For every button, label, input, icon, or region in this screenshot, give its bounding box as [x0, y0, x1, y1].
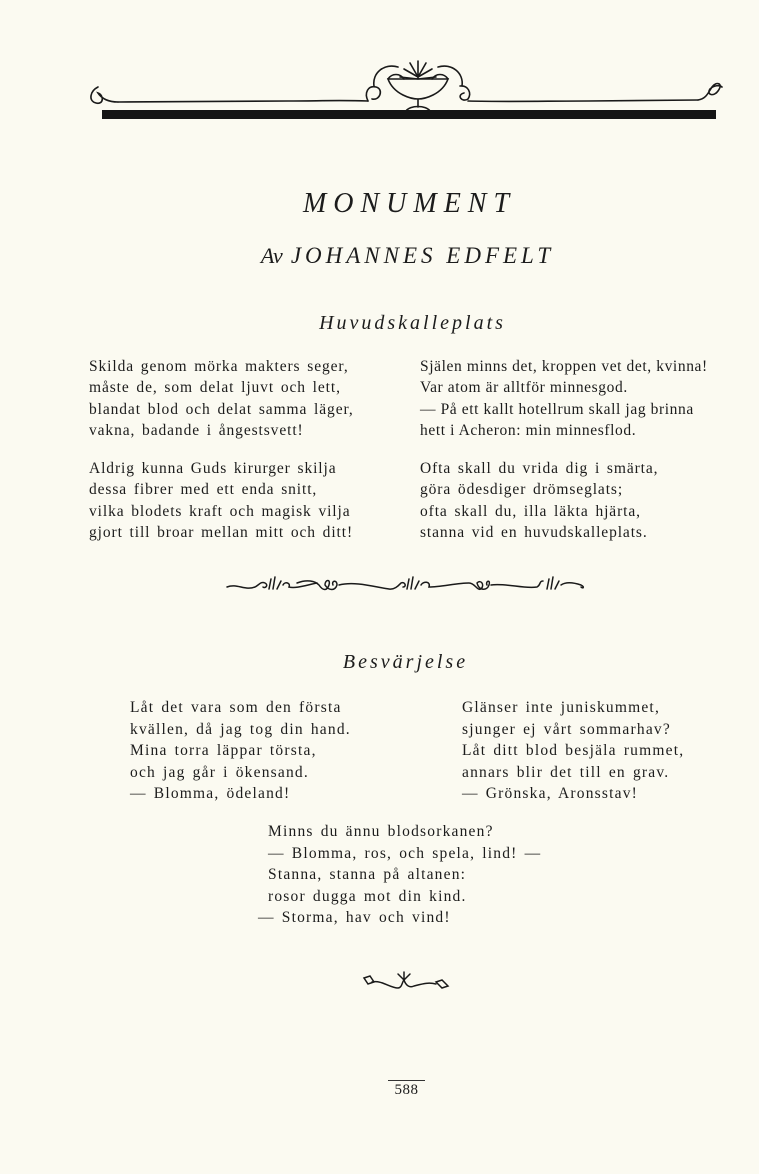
poem-line: annars blir det till en grav. — [462, 763, 670, 781]
poem-line: Var atom är alltför minnesgod. — [420, 379, 628, 397]
poem-title-besvarjelse: Besvärjelse — [342, 651, 469, 673]
stanza — [89, 458, 353, 543]
stanza — [462, 697, 684, 805]
poem-line: dessa fibrer med ett enda snitt, — [89, 481, 318, 499]
poem-line: ofta skall du, illa läkta hjärta, — [420, 502, 641, 520]
poem-line: — Storma, hav och vind! — [258, 909, 451, 926]
poem-line: — På ett kallt hotellrum skall jag brinna — [420, 400, 694, 418]
poem-line: blandat blod och delat samma läger, — [89, 400, 354, 418]
stanza — [420, 356, 708, 441]
end-ornament-icon — [362, 970, 450, 994]
divider-ornament-icon — [225, 573, 587, 597]
poem-line: rosor dugga mot din kind. — [268, 887, 467, 905]
poem-line: gjort till broar mellan mitt och ditt! — [89, 523, 354, 541]
poem-line: Själen minns det, kroppen vet det, kvinna! — [420, 358, 708, 375]
poem-line: stanna vid en huvudskalleplats. — [420, 523, 648, 541]
poem-line: vilka blodets kraft och magisk vilja — [89, 502, 351, 520]
page-number-rule — [388, 1080, 425, 1081]
poem-line: — Grönska, Aronsstav! — [462, 785, 639, 802]
poem-line: Låt ditt blod besjäla rummet, — [462, 742, 685, 759]
poem-line: sjunger ej vårt sommarhav? — [462, 720, 671, 738]
header-ornament-icon — [88, 55, 728, 125]
poem-line: — Blomma, ros, och spela, lind! — — [268, 844, 542, 862]
poem-line: och jag går i ökensand. — [130, 763, 309, 781]
poem-line: hett i Acheron: min minnesflod. — [420, 421, 637, 439]
poem-title-huvudskalleplats: Huvudskalleplats — [319, 312, 506, 334]
author-name: JOHANNES EDFELT — [290, 243, 555, 268]
stanza — [258, 821, 542, 929]
author-byline — [0, 243, 759, 269]
poem-line: måste de, som delat ljuvt och lett, — [89, 379, 341, 397]
page-title: MONUMENT — [302, 188, 517, 219]
poem-line: kvällen, då jag tog din hand. — [130, 720, 351, 738]
poem-line: Aldrig kunna Guds kirurger skilja — [89, 460, 337, 477]
poem-line: Låt det vara som den första — [130, 699, 342, 716]
poem-line: Skilda genom mörka makters seger, — [89, 358, 349, 375]
page-number: 588 — [394, 1082, 419, 1098]
byline-prefix: Av — [260, 243, 283, 268]
poem-line: Glänser inte juniskummet, — [462, 699, 661, 716]
stanza — [130, 697, 351, 805]
poem-line: Stanna, stanna på altanen: — [268, 866, 467, 883]
stanza — [89, 356, 354, 441]
poem-line: Minns du ännu blodsorkanen? — [268, 823, 494, 840]
poem-line: vakna, badande i ångestsvett! — [89, 421, 304, 439]
poem-line: göra ödesdiger drömseglats; — [420, 481, 624, 499]
stanza — [420, 458, 658, 543]
poem-line: Ofta skall du vrida dig i smärta, — [420, 460, 659, 477]
poem-line: Mina torra läppar törsta, — [130, 742, 317, 759]
poem-line: — Blomma, ödeland! — [130, 785, 291, 802]
